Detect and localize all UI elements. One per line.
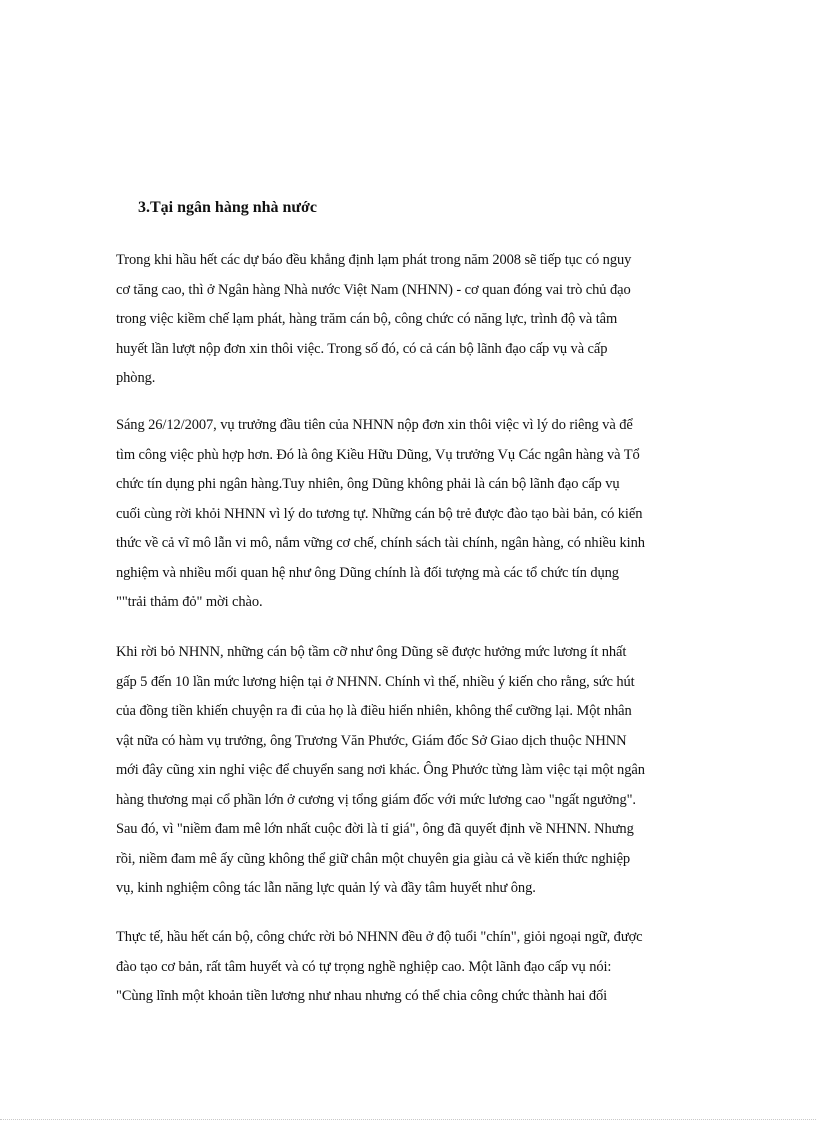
text-line: nghiệm và nhiều mối quan hệ như ông Dũng chính là đối tượng mà các tổ chức tín dụng bbox=[116, 564, 619, 581]
text-line: huyết lần lượt nộp đơn xin thôi việc. Trong số đó, có cả cán bộ lãnh đạo cấp vụ và cấp bbox=[116, 340, 608, 357]
text-line: mới đây cũng xin nghỉ việc để chuyển sang nơi khác. Ông Phước từng làm việc tại một ngân bbox=[116, 762, 645, 778]
text-line: Thực tế, hầu hết cán bộ, công chức rời bỏ NHNN đều ở độ tuổi "chín", giỏi ngoại ngữ, được bbox=[116, 929, 643, 945]
text-line: Sau đó, vì "niềm đam mê lớn nhất cuộc đời là tỉ giá", ông đã quyết định về NHNN. Nhưng bbox=[116, 821, 634, 837]
text-line: phòng. bbox=[116, 370, 156, 386]
text-line: Sáng 26/12/2007, vụ trưởng đầu tiên của NHNN nộp đơn xin thôi việc vì lý do riêng và để bbox=[116, 417, 633, 433]
text-line: của đồng tiền khiến chuyện ra đi của họ là điều hiển nhiên, không thể cưỡng lại. Một nhân bbox=[116, 703, 632, 719]
text-line: cuối cùng rời khỏi NHNN vì lý do tương tự. Những cán bộ trẻ được đào tạo bài bản, có kiến bbox=[116, 505, 643, 522]
text-line: cơ tăng cao, thì ở Ngân hàng Nhà nước Việt Nam (NHNN) - cơ quan đóng vai trò chủ đạo bbox=[116, 281, 631, 298]
text-line: Khi rời bỏ NHNN, những cán bộ tầm cỡ như ông Dũng sẽ được hưởng mức lương ít nhất bbox=[116, 644, 627, 660]
section-heading: 3.Tại ngân hàng nhà nước bbox=[138, 199, 317, 216]
paragraph-1 bbox=[116, 246, 716, 394]
text-line: trong việc kiềm chế lạm phát, hàng trăm cán bộ, công chức có năng lực, trình độ và tâm bbox=[116, 311, 618, 327]
text-line: vật nữa có hàm vụ trưởng, ông Trương Văn Phước, Giám đốc Sở Giao dịch thuộc NHNN bbox=[116, 732, 627, 749]
text-line: gấp 5 đến 10 lần mức lương hiện tại ở NHNN. Chính vì thế, nhiều ý kiến cho rằng, sức hút bbox=[116, 673, 635, 690]
page-bottom-border bbox=[0, 1119, 816, 1120]
text-line: thức về cả vĩ mô lẫn vi mô, nắm vững cơ chế, chính sách tài chính, ngân hàng, có nhiều kinh bbox=[116, 535, 645, 551]
paragraph-4 bbox=[116, 923, 716, 1012]
text-line: ""trải thảm đỏ" mời chào. bbox=[116, 594, 263, 610]
paragraph-3 bbox=[116, 638, 716, 904]
text-line: tìm công việc phù hợp hơn. Đó là ông Kiều Hữu Dũng, Vụ trưởng Vụ Các ngân hàng và Tổ bbox=[116, 446, 640, 463]
text-line: đào tạo cơ bản, rất tâm huyết và có tự trọng nghề nghiệp cao. Một lãnh đạo cấp vụ nói: bbox=[116, 958, 612, 975]
text-line: "Cùng lĩnh một khoản tiền lương như nhau nhưng có thể chia công chức thành hai đối bbox=[116, 988, 608, 1004]
text-line: rồi, niềm đam mê ấy cũng không thể giữ chân một chuyên gia giàu cả về kiến thức nghiệp bbox=[116, 850, 631, 867]
text-line: Trong khi hầu hết các dự báo đều khẳng định lạm phát trong năm 2008 sẽ tiếp tục có nguy bbox=[116, 252, 632, 268]
paragraph-2 bbox=[116, 411, 716, 618]
text-line: hàng thương mại cổ phần lớn ở cương vị tổng giám đốc với mức lương cao "ngất ngưởng". bbox=[116, 791, 636, 808]
text-line: chức tín dụng phi ngân hàng.Tuy nhiên, ông Dũng không phải là cán bộ lãnh đạo cấp vụ bbox=[116, 476, 620, 492]
text-line: vụ, kinh nghiệm công tác lẫn năng lực quản lý và đầy tâm huyết như ông. bbox=[116, 880, 536, 896]
